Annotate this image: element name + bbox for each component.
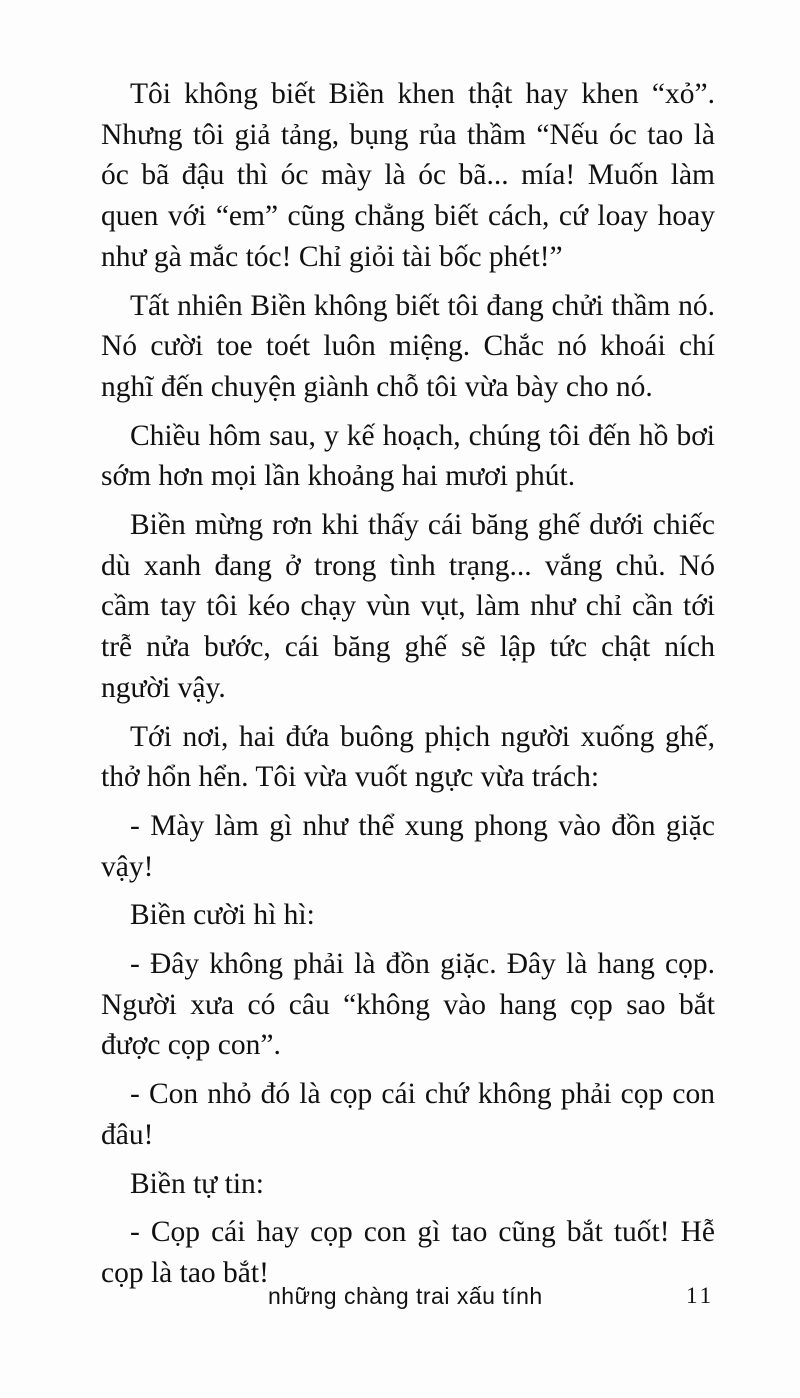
dialogue-line: - Đây không phải là đồn giặc. Đây là hang cọp. Người xưa có câu “không vào hang cọp sao bắt được cọp con”. [101, 948, 715, 1062]
dialogue-line: - Con nhỏ đó là cọp cái chứ không phải cọp con đâu! [101, 1078, 715, 1151]
paragraph: Tôi không biết Biền khen thật hay khen “xỏ”. Nhưng tôi giả tảng, bụng rủa thầm “Nếu óc tao là óc bã đậu thì óc mày là óc bã... mía! Muốn làm quen với “em” cũng chẳng biết cách, cứ loay hoay như gà mắc tóc! Chỉ giỏi tài bốc phét!” [101, 78, 715, 273]
paragraph: Biền cười hì hì: [130, 899, 315, 932]
dialogue-line: - Cọp cái hay cọp con gì tao cũng bắt tuốt! Hễ cọp là tao bắt! [101, 1216, 715, 1289]
page-footer [0, 1278, 800, 1314]
dialogue-line: - Mày làm gì như thể xung phong vào đồn giặc vậy! [101, 809, 715, 883]
paragraph: Tới nơi, hai đứa buông phịch người xuống ghế, thở hổn hển. Tôi vừa vuốt ngực vừa trách: [101, 720, 715, 794]
running-footer-title: những chàng trai xấu tính [268, 1283, 543, 1309]
page-number: 11 [686, 1283, 715, 1308]
paragraph: Tất nhiên Biền không biết tôi đang chửi thầm nó. Nó cười toe toét luôn miệng. Chắc nó khoái chí nghĩ đến chuyện giành chỗ tôi vừa bày cho nó. [101, 289, 715, 403]
page-body [101, 74, 715, 1302]
paragraph: Chiều hôm sau, y kế hoạch, chúng tôi đến hồ bơi sớm hơn mọi lần khoảng hai mươi phút. [101, 419, 715, 493]
paragraph: Biền tự tin: [130, 1167, 264, 1200]
paragraph: Biền mừng rơn khi thấy cái băng ghế dưới chiếc dù xanh đang ở trong tình trạng... vắng chủ. Nó cầm tay tôi kéo chạy vùn vụt, làm như chỉ cần tới trễ nửa bước, cái băng ghế sẽ lập tức chật ních người vậy. [101, 509, 715, 704]
